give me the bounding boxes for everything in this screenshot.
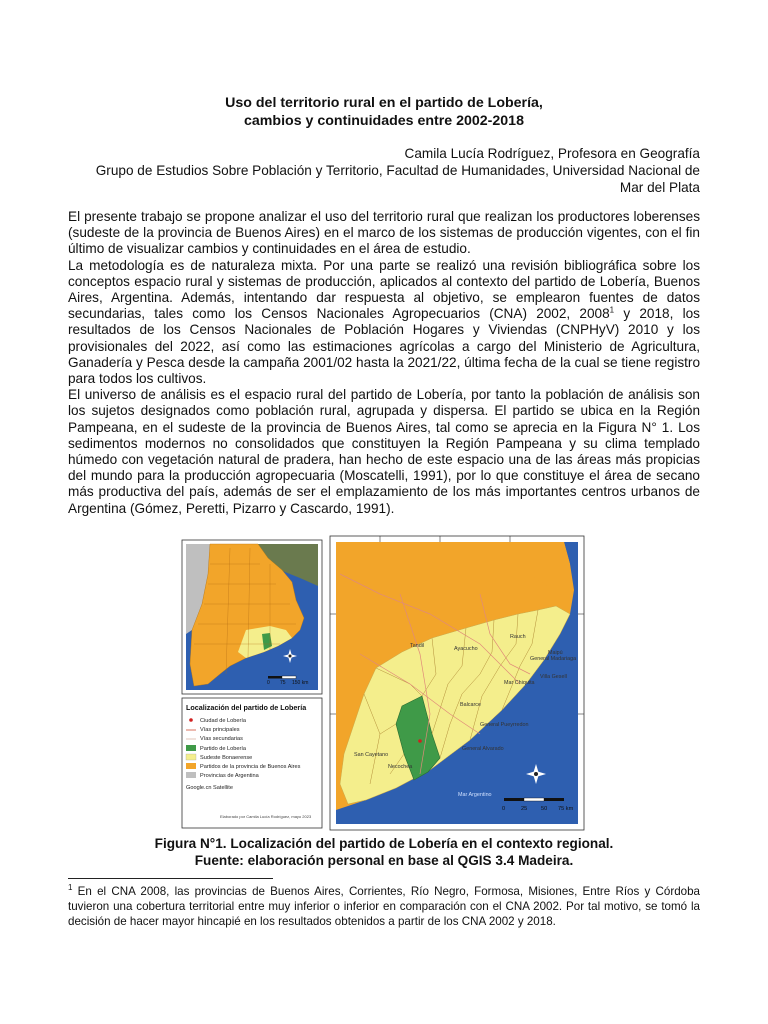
place-label: Mar Argentino <box>458 792 492 798</box>
legend-item: Ciudad de Lobería <box>200 718 247 724</box>
paragraph-1: El presente trabajo se propone analizar el uso del territorio rural que realizan los productores loberenses (sudeste de la provincia de Buenos Aires) en el marco de los sistemas de producción vigentes, con el fin último de visualizar cambios y continuidades en el área de estudio. <box>68 209 700 257</box>
legend-partidos-swatch <box>186 763 196 769</box>
paper-title <box>0 94 768 130</box>
author-block <box>70 145 700 196</box>
title-line-1: Uso del territorio rural en el partido de Lobería, <box>225 95 543 111</box>
footnote-marker: 1 <box>68 883 73 893</box>
legend-city-icon <box>189 718 193 722</box>
paragraph-3: El universo de análisis es el espacio rural del partido de Lobería, por tanto la población de análisis son los sujetos designados como población rural, agrupada y dispersa. El partido se ubica en la Región Pampeana, en el sudeste de la provincia de Buenos Aires, tal como se aprecia en la Figura N° 1. Los sedimentos modernos no consolidados que constituyen la Región Pampeana y su clima templado húmedo con vegetación natural de pradera, han hecho de este espacio una de las áreas más propicias del mundo para la producción agropecuaria (Moscatelli, 1991), por lo que constituye el área de secano más productiva del país, además de ser el emplazamiento de los más importantes centros urbanos de Argentina (Gómez, Peretti, Pizarro y Cascardo, 1991). <box>68 387 700 516</box>
title-line-2: cambios y continuidades entre 2002-2018 <box>244 113 524 129</box>
legend-loberia-swatch <box>186 745 196 751</box>
footnote-text: En el CNA 2008, las provincias de Buenos Aires, Corrientes, Río Negro, Formosa, Misiones, Entre Ríos y Córdoba tuvieron una cobertura territorial entre muy inferior o inferior en comparación con el CNA 2002. Por tal motivo, se tomó la decisión de hacer mayor hincapié en los resultados obtenidos a partir de los CNA 2002 y 2018. <box>68 885 700 929</box>
footnote <box>68 884 700 930</box>
legend-item: Google.cn Satellite <box>186 785 233 791</box>
place-label: Villa Gesell <box>540 674 567 680</box>
legend-item: Sudeste Bonaerense <box>200 755 253 761</box>
place-label: General Madariaga <box>530 656 577 662</box>
place-label: Mar Chiquita <box>504 680 535 686</box>
figure-caption <box>0 835 768 869</box>
legend-item: Vías secundarias <box>200 736 243 742</box>
place-label: Rauch <box>510 634 526 640</box>
main-scale-1: 25 <box>521 806 528 812</box>
paragraph-2 <box>68 258 700 388</box>
place-label: Necochea <box>388 764 413 770</box>
main-scale-2: 50 <box>541 806 548 812</box>
caption-line-1: Figura N°1. Localización del partido de Lobería en el contexto regional. <box>154 836 614 851</box>
place-label: Ayacucho <box>454 646 478 652</box>
legend-sudeste-swatch <box>186 754 196 760</box>
paragraph-2-text-a: La metodología es de naturaleza mixta. Por una parte se realizó una revisión bibliográfica sobre los conceptos espacio rural y sistemas de producción, aplicados al contexto del partido de Lobería, Buenos Aires, Argentina. Además, intentando dar respuesta al objetivo, se emplearon fuentes de datos secundarias, tales como los Censos Nacionales Agropecuarios (CNA) 2002, 2008 <box>68 257 700 322</box>
main-scale-0: 0 <box>502 806 506 812</box>
place-label: Maipú <box>548 650 563 656</box>
loberia-city-marker <box>418 739 422 743</box>
paragraph-2-text-b: y 2018, los resultados de los Censos Nacionales de Población Hogares y Viviendas (CNPHyV) 2010 y los provisionales del 2022, así como las estimaciones agrícolas a cargo del Ministerio de Agricultura, Ganadería y Pesca desde la campaña 2001/02 hasta la 2021/22, última fecha de la cual se tiene registro para todos los cultivos. <box>68 306 700 387</box>
author-affiliation-cont: Mar del Plata <box>619 180 700 195</box>
legend-item: Partido de Lobería <box>200 746 247 752</box>
legend-item: Vías principales <box>200 727 240 733</box>
legend-title: Localización del partido de Lobería <box>186 703 307 712</box>
place-label: San Cayetano <box>354 752 389 758</box>
legend-item: Partidos de la provincia de Buenos Aires <box>200 764 301 770</box>
inset-scale-2: 150 km <box>292 680 309 686</box>
body-text <box>68 209 700 517</box>
inset-scale-0: 0 <box>267 680 270 686</box>
author-affiliation: Grupo de Estudios Sobre Población y Territorio, Facultad de Humanidades, Universidad Nacional de <box>95 163 700 178</box>
figure-map <box>180 534 586 832</box>
footnote-ref[interactable]: 1 <box>609 305 615 315</box>
footnote-divider <box>68 878 273 879</box>
legend-provincias-swatch <box>186 772 196 778</box>
legend-item: Provincias de Argentina <box>200 773 259 779</box>
main-map <box>330 536 584 830</box>
place-label: Tandil <box>410 643 425 649</box>
place-label: General Pueyrredon <box>480 722 529 728</box>
main-scale-3: 75 km <box>558 806 574 812</box>
inset-scale-1: 75 <box>280 680 286 686</box>
place-label: General Alvarado <box>462 746 504 752</box>
inset-map <box>182 540 322 694</box>
legend-credit: Elaborado por Camila Lucía Rodríguez, mayo 2023 <box>220 814 312 819</box>
author-name: Camila Lucía Rodríguez, Profesora en Geografía <box>404 146 700 161</box>
caption-line-2: Fuente: elaboración personal en base al QGIS 3.4 Madeira. <box>194 853 574 868</box>
map-legend <box>182 698 322 828</box>
place-label: Balcarce <box>460 702 481 708</box>
